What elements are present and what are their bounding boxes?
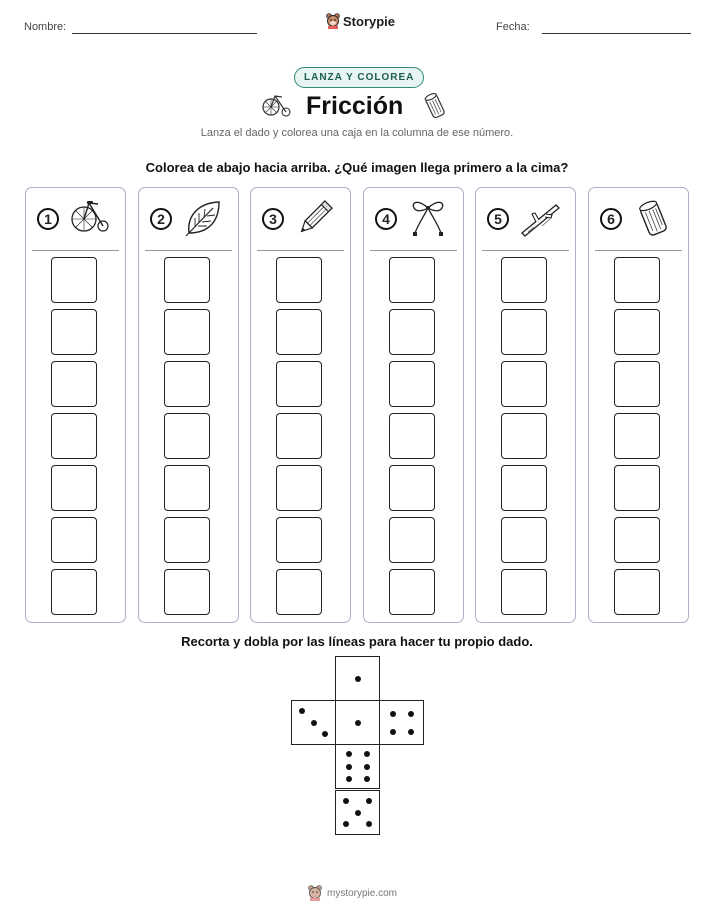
page-title: Fricción bbox=[306, 92, 404, 120]
die-pip bbox=[311, 720, 317, 726]
color-box[interactable] bbox=[276, 569, 322, 615]
color-box[interactable] bbox=[164, 465, 210, 511]
color-box[interactable] bbox=[389, 361, 435, 407]
color-box[interactable] bbox=[51, 465, 97, 511]
color-box[interactable] bbox=[276, 517, 322, 563]
color-box[interactable] bbox=[389, 309, 435, 355]
date-label: Fecha: bbox=[496, 21, 530, 33]
color-box[interactable] bbox=[501, 257, 547, 303]
die-pip bbox=[366, 821, 372, 827]
footer bbox=[308, 885, 397, 901]
color-box[interactable] bbox=[389, 257, 435, 303]
color-box[interactable] bbox=[614, 465, 660, 511]
die-pip bbox=[366, 798, 372, 804]
column-number: 2 bbox=[150, 208, 172, 230]
die-pip bbox=[346, 776, 352, 782]
color-box[interactable] bbox=[164, 517, 210, 563]
column-4 bbox=[363, 187, 464, 623]
color-box[interactable] bbox=[614, 569, 660, 615]
logo-text: Storypie bbox=[343, 13, 396, 29]
color-box[interactable] bbox=[501, 517, 547, 563]
column-number: 5 bbox=[487, 208, 509, 230]
bear-logo-icon bbox=[326, 13, 340, 29]
color-box[interactable] bbox=[614, 309, 660, 355]
color-box[interactable] bbox=[51, 309, 97, 355]
title-log-icon bbox=[423, 92, 447, 120]
color-box[interactable] bbox=[501, 361, 547, 407]
color-box[interactable] bbox=[501, 413, 547, 459]
die-pip bbox=[299, 708, 305, 714]
color-box[interactable] bbox=[51, 361, 97, 407]
column-separator bbox=[595, 250, 682, 251]
pencil-icon bbox=[295, 199, 335, 237]
column-number: 3 bbox=[262, 208, 284, 230]
color-box[interactable] bbox=[389, 413, 435, 459]
die-pip bbox=[346, 751, 352, 757]
date-field-line[interactable] bbox=[542, 33, 691, 34]
die-pip bbox=[355, 720, 361, 726]
color-box[interactable] bbox=[614, 361, 660, 407]
die-pip bbox=[355, 676, 361, 682]
die-pip bbox=[346, 764, 352, 770]
color-box[interactable] bbox=[164, 309, 210, 355]
color-box[interactable] bbox=[501, 465, 547, 511]
bicycle-icon bbox=[70, 199, 110, 237]
color-box[interactable] bbox=[276, 413, 322, 459]
die-pip bbox=[355, 810, 361, 816]
column-separator bbox=[32, 250, 119, 251]
die-pip bbox=[364, 776, 370, 782]
stick-icon bbox=[520, 199, 560, 237]
die-pip bbox=[343, 821, 349, 827]
instruction-color: Colorea de abajo hacia arriba. ¿Qué imagen llega primero a la cima? bbox=[145, 160, 569, 175]
die-face-lower bbox=[335, 744, 380, 789]
column-separator bbox=[257, 250, 344, 251]
die-face-top bbox=[335, 656, 380, 701]
shoelace-bow-icon bbox=[408, 199, 448, 237]
color-box[interactable] bbox=[614, 257, 660, 303]
die-face-bottom bbox=[335, 790, 380, 835]
column-separator bbox=[145, 250, 232, 251]
color-box[interactable] bbox=[51, 257, 97, 303]
column-3 bbox=[250, 187, 351, 623]
die-pip bbox=[390, 711, 396, 717]
color-box[interactable] bbox=[51, 413, 97, 459]
log-icon bbox=[633, 199, 673, 237]
column-number: 1 bbox=[37, 208, 59, 230]
die-face-right bbox=[379, 700, 424, 745]
color-box[interactable] bbox=[614, 517, 660, 563]
die-pip bbox=[408, 711, 414, 717]
column-separator bbox=[370, 250, 457, 251]
color-box[interactable] bbox=[51, 569, 97, 615]
color-box[interactable] bbox=[276, 309, 322, 355]
color-box[interactable] bbox=[501, 309, 547, 355]
activity-badge: LANZA Y COLOREA bbox=[294, 67, 424, 88]
column-number: 6 bbox=[600, 208, 622, 230]
die-face-left bbox=[291, 700, 336, 745]
color-box[interactable] bbox=[51, 517, 97, 563]
column-separator bbox=[482, 250, 569, 251]
storypie-logo bbox=[326, 13, 395, 29]
die-face-center bbox=[335, 700, 380, 745]
die-pip bbox=[408, 729, 414, 735]
footer-url: mystorypie.com bbox=[327, 887, 398, 899]
name-label: Nombre: bbox=[24, 21, 67, 33]
die-pip bbox=[322, 731, 328, 737]
subtitle: Lanza el dado y colorea una caja en la columna de ese número. bbox=[200, 127, 514, 139]
color-box[interactable] bbox=[164, 361, 210, 407]
footer-bear-icon bbox=[308, 885, 322, 901]
color-box[interactable] bbox=[389, 517, 435, 563]
color-box[interactable] bbox=[164, 413, 210, 459]
color-box[interactable] bbox=[389, 465, 435, 511]
die-pip bbox=[364, 751, 370, 757]
color-box[interactable] bbox=[276, 465, 322, 511]
color-box[interactable] bbox=[276, 361, 322, 407]
name-field-line[interactable] bbox=[72, 33, 257, 34]
column-2 bbox=[138, 187, 239, 623]
column-5 bbox=[475, 187, 576, 623]
column-number: 4 bbox=[375, 208, 397, 230]
color-box[interactable] bbox=[276, 257, 322, 303]
instruction-die: Recorta y dobla por las líneas para hacer tu propio dado. bbox=[181, 634, 533, 649]
die-pip bbox=[364, 764, 370, 770]
leaf-icon bbox=[183, 199, 223, 237]
column-1 bbox=[25, 187, 126, 623]
color-box[interactable] bbox=[389, 569, 435, 615]
color-box[interactable] bbox=[614, 413, 660, 459]
title-bicycle-icon bbox=[262, 93, 292, 119]
column-6 bbox=[588, 187, 689, 623]
color-box[interactable] bbox=[501, 569, 547, 615]
color-box[interactable] bbox=[164, 257, 210, 303]
die-pip bbox=[390, 729, 396, 735]
color-box[interactable] bbox=[164, 569, 210, 615]
die-pip bbox=[343, 798, 349, 804]
